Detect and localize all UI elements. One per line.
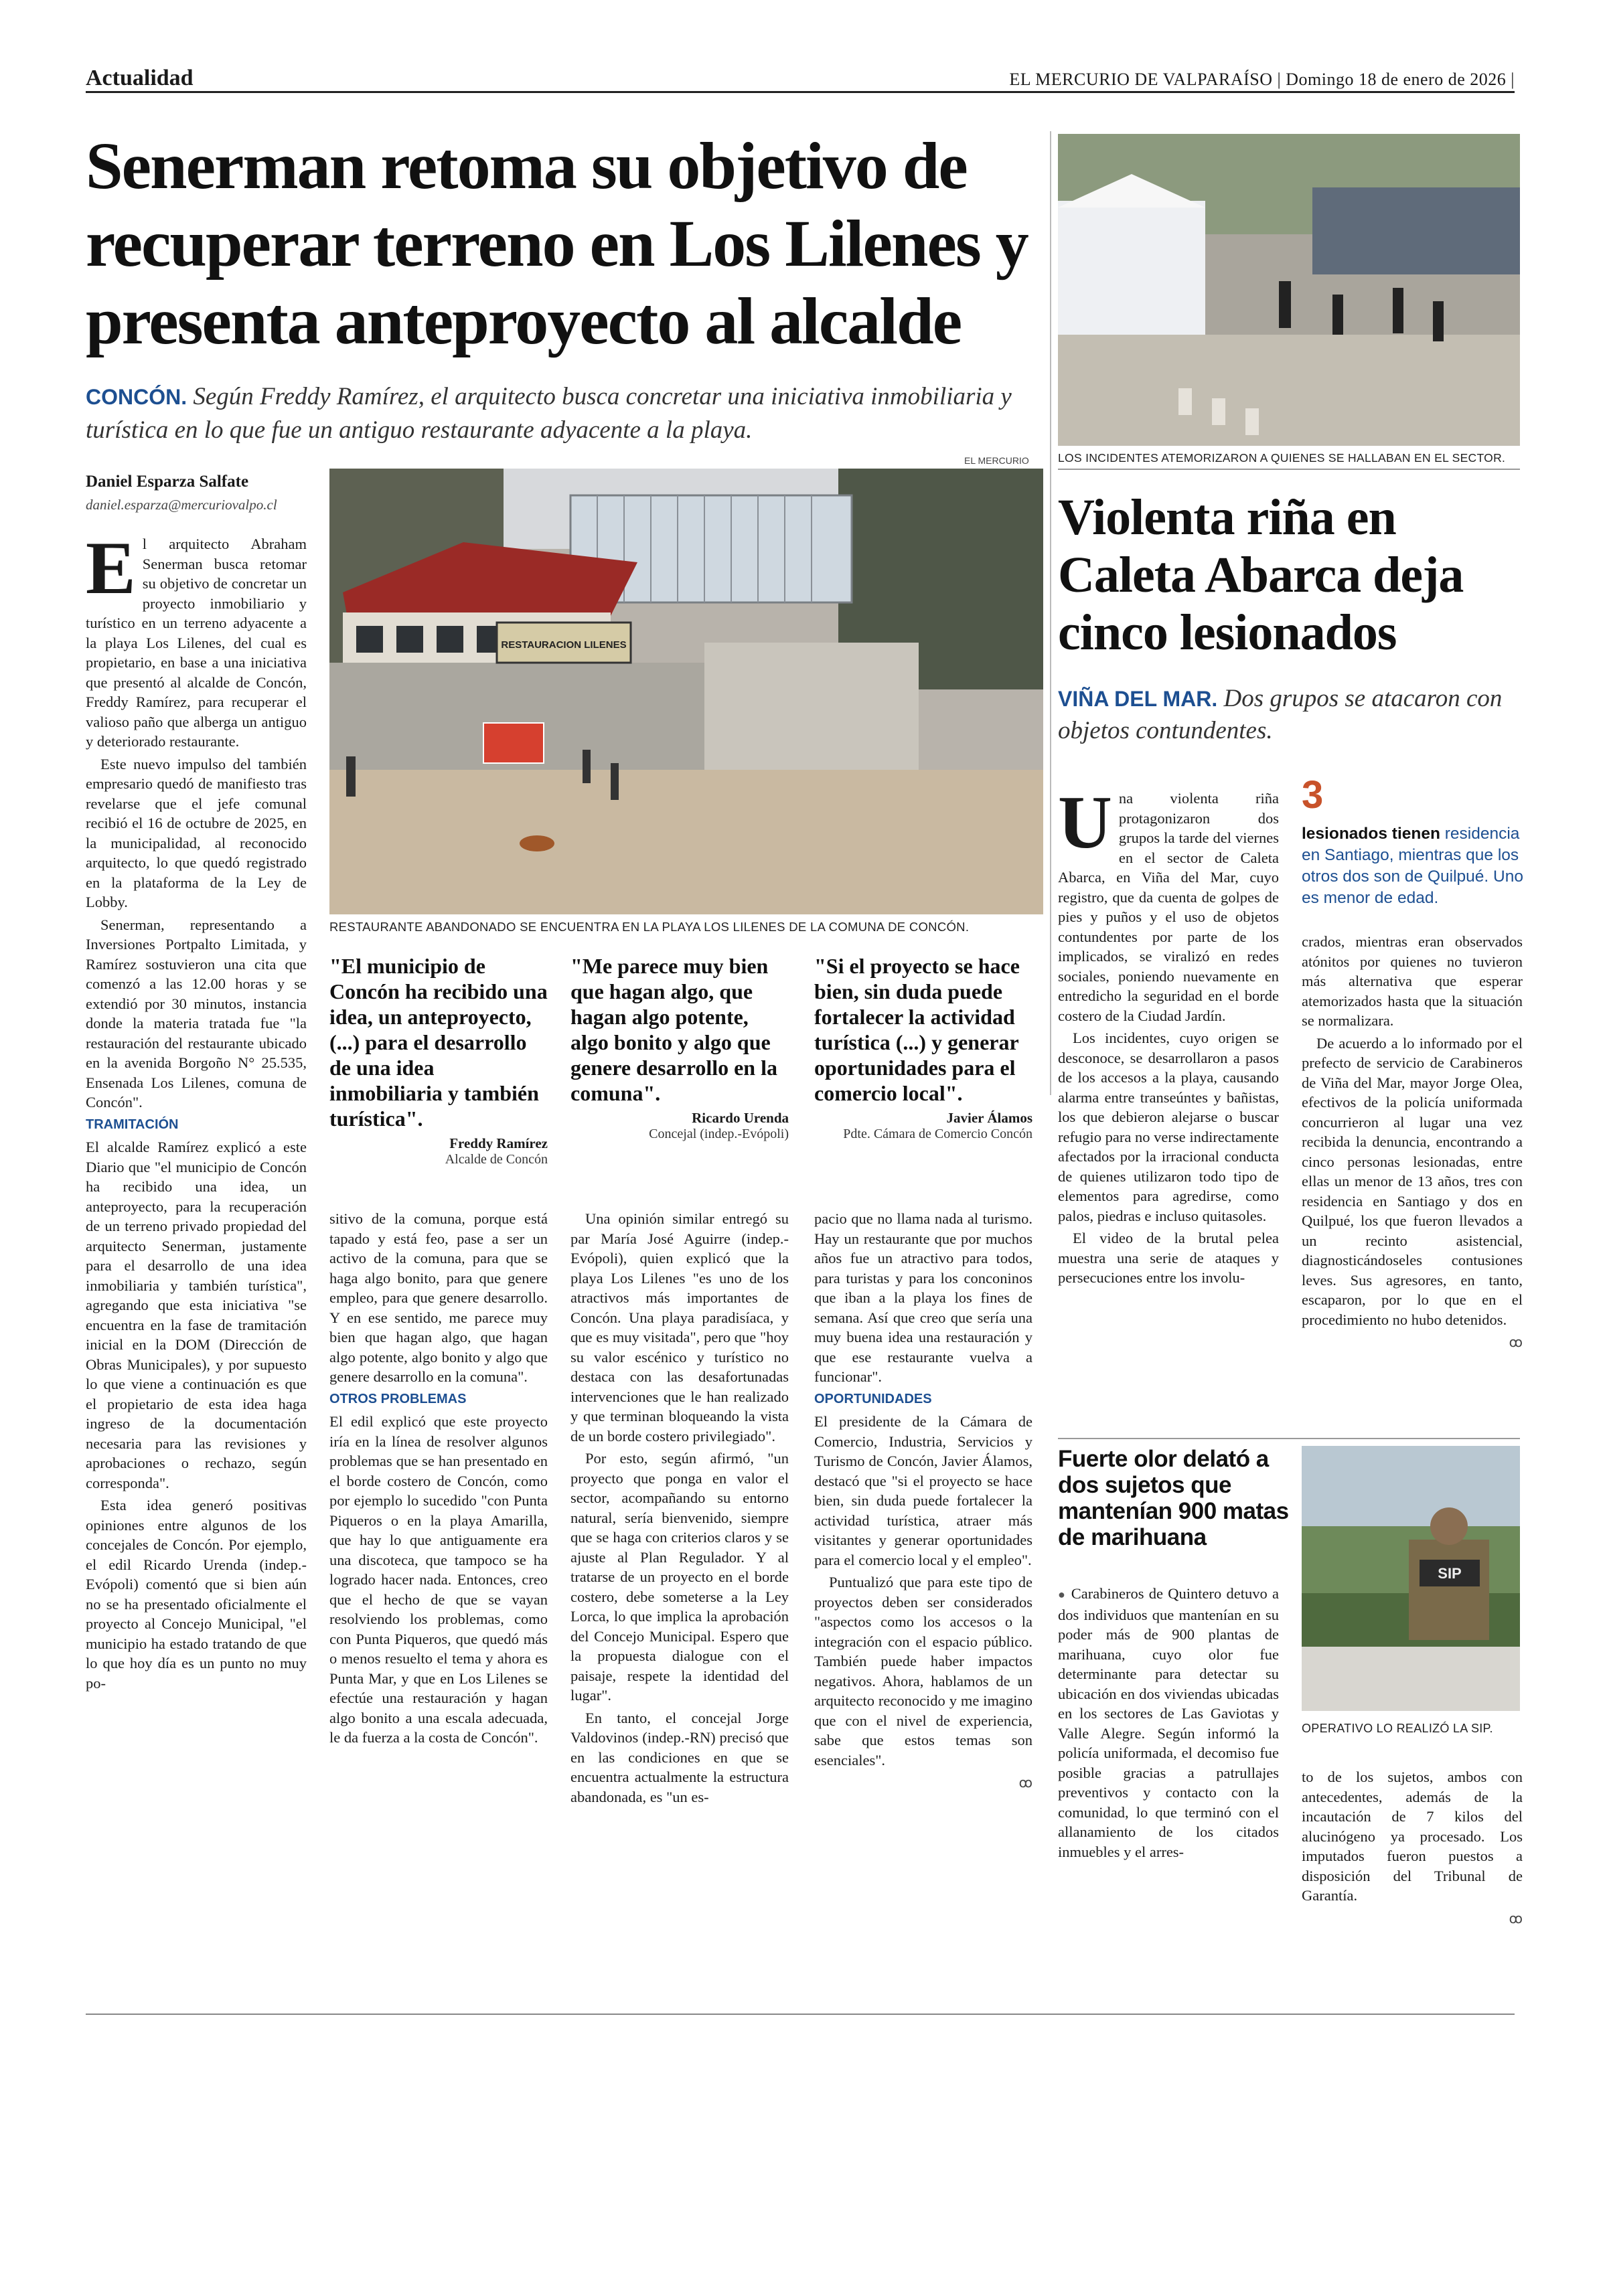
quote-1 (329, 953, 548, 1167)
main-photo (329, 469, 1043, 914)
paragraph: crados, mientras eran observados atónitos por quienes no tuvieron más alternativa que esperar atemorizados hasta que la situación se normalizara. (1302, 933, 1523, 1029)
brief-top-rule (1058, 1438, 1520, 1439)
quote-3 (814, 953, 1032, 1142)
side-col-2 (1302, 932, 1523, 1420)
quote-role: Concejal (indep.-Evópoli) (649, 1127, 789, 1141)
quote-role: Pdte. Cámara de Comercio Concón (843, 1127, 1032, 1141)
paragraph: Puntualizó que para este tipo de proyectos deben ser considerados "aspectos como los accesos o la integración con el espacio público. También puede haber impactos negativos. Ahora, hablamos de un arquitecto reconocido y me imagino que con el nivel de experiencia, sabe que estos temas son esenciales". (814, 1574, 1032, 1769)
lead-location: CONCÓN. (86, 385, 187, 409)
side-lead (1058, 683, 1527, 747)
quote-role: Alcalde de Concón (445, 1152, 548, 1167)
quote-text: "Si el proyecto se hace bien, sin duda puede fortalecer la actividad turística (...) y generar oportunidades para el comercio local". (814, 954, 1020, 1105)
subhead-oportunidades: OPORTUNIDADES (814, 1391, 932, 1406)
paragraph: De acuerdo a lo informado por el prefecto de servicio de Carabineros de Viña del Mar, mayor Jorge Olea, efectivos de la policía uniformada concurrieron al lugar una vez recibida la denuncia, encontrando a cinco personas lesionadas, entre ellas un menor de 13 años, tres con residencia en Santiago y dos en Quilpué, los que fueron llevados a un recinto asistencial, diagnosticándoseles contusiones leves. Sus agresores, en tanto, escaparon, por lo que en el procedimiento no hubo detenidos. (1302, 1034, 1523, 1328)
main-headline: Senerman retoma su objetivo de recuperar terreno en Los Lilenes y presenta anteproyecto al alcalde (86, 129, 1028, 358)
restaurant-sign: RESTAURACION LILENES (501, 639, 627, 651)
paragraph: Esta idea generó positivas opiniones entre algunos de los concejales de Concón. Por ejemplo, el edil Ricardo Urenda (indep.-Evópoli) comentó que si bien aún no se ha presentado oficialmente el proyecto al Concejo Municipal, "el municipio ha estado tratando de que lo que hoy día es un punto no muy po- (86, 1497, 307, 1692)
lead-text: Según Freddy Ramírez, el arquitecto busca concretar una iniciativa inmobiliaria y turística en lo que fue un antiguo restaurante adyacente a la playa. (86, 383, 1012, 444)
brief-headline: Fuerte olor delató a dos sujetos que mantenían 900 matas de marihuana (1058, 1446, 1289, 1550)
side-lead-location: VIÑA DEL MAR. (1058, 687, 1218, 711)
paragraph: Una opinión similar entregó su par María José Aguirre (indep.- Evópoli), quien explicó que la playa Los Lilenes "es uno de los atractivos más importantes de Concón. Una playa paradisíaca, y que es muy visitada", pero que "hoy su valor escénico y turístico no destaca con las desafortunadas intervenciones que le han realizado y que terminan bloqueando la vista de un borde costero privilegiado". (570, 1210, 789, 1445)
section-name: Actualidad (86, 66, 194, 90)
photo-credit: EL MERCURIO (964, 455, 1029, 466)
brawl-photo (1058, 134, 1520, 446)
main-lead (86, 380, 1037, 447)
side-headline: Violenta riña en Caleta Abarca deja cinco lesionados (1058, 489, 1464, 661)
brief-photo-caption: OPERATIVO LO REALIZÓ LA SIP. (1302, 1722, 1493, 1735)
paragraph: El alcalde Ramírez explicó a este Diario que "el municipio de Concón ha recibido una idea, un anteproyecto, para la recuperación de un terreno privado propiedad del arquitecto Senerman, justamente para el desarrollo de una idea inmobiliaria y también turística", agregando que esta iniciativa "se encuentra en la fase de tramitación inicial en la DOM (Dirección de Obras Municipales), y por supuesto lo que viene a continuación es que el propietario de esta idea haga ingreso de la documentación necesaria para las revisiones y aprobaciones o rechazo, según corresponda". (86, 1139, 307, 1491)
side-dropcap: U (1058, 781, 1112, 864)
column-divider (1050, 131, 1051, 1095)
side-col-1 (1058, 781, 1279, 1411)
main-col-2 (329, 1209, 548, 1898)
sip-officer-photo (1302, 1446, 1520, 1711)
main-col-4 (814, 1209, 1032, 1898)
paragraph: l arquitecto Abraham Senerman busca retomar su objetivo de concretar un proyecto inmobiliario y turístico en un terreno adyacente a la playa Los Lilenes, del cual es propietario, en base a una iniciativa que presentó al alcalde de Concón, Freddy Ramírez, para recuperar el valioso paño que alberga un antiguo y deteriorado restaurante. (86, 536, 307, 750)
end-mark-icon: ꝏ (1509, 1910, 1523, 1926)
main-col-1 (86, 527, 307, 1866)
stat-number: 3 (1302, 773, 1324, 817)
paragraph: El presidente de la Cámara de Comercio, Industria, Servicios y Turismo de Concón, Javier Álamos, destacó que "si el proyecto se hace bien, sin duda puede fortalecer la actividad turística, atraer más visitantes y generar oportunidades para el comercio local y el empleo". (814, 1413, 1032, 1568)
paragraph: sitivo de la comuna, porque está tapado y está feo, pase a ser un activo de la comuna, para que se haga algo bonito, para que genere empleo, para que genere desarrollo. Y en ese sentido, me parece muy bien que hagan algo, que hagan algo potente, algo bonito y algo que genere desarrollo en la comuna". (329, 1210, 548, 1385)
quote-2 (570, 953, 789, 1142)
brief-col-1 (1058, 1584, 1279, 1898)
masthead: EL MERCURIO DE VALPARAÍSO | Domingo 18 de enero de 2026 | (1009, 70, 1515, 89)
side-lead-text: Dos grupos se atacaron con objetos contundentes. (1058, 685, 1503, 744)
quote-text: "Me parece muy bien que hagan algo, que hagan algo potente, algo bonito y algo que genere desarrollo en la comuna". (570, 954, 777, 1105)
paragraph: En tanto, el concejal Jorge Valdovinos (indep.-RN) precisó que en las condiciones en que se encuentra actualmente la estructura abandonada, es "un es- (570, 1709, 789, 1805)
brief-col-2 (1302, 1767, 1523, 1926)
brief-photo (1302, 1446, 1520, 1711)
quote-name: Freddy Ramírez (449, 1135, 548, 1151)
side-photo-caption: LOS INCIDENTES ATEMORIZARON A QUIENES SE HALLABAN EN EL SECTOR. (1058, 451, 1506, 465)
quote-name: Javier Álamos (946, 1110, 1032, 1126)
main-dropcap: E (86, 527, 136, 610)
author-email: daniel.esparza@mercuriovalpo.cl (86, 497, 277, 513)
paragraph: Este nuevo impulso del también empresario quedó de manifiesto tras revelarse que el jefe comunal recibió el 16 de octubre de 2025, en la municipalidad, al reconocido arquitecto, lo que quedó registrado en la plataforma de la Ley de Lobby. (86, 755, 307, 910)
quote-name: Ricardo Urenda (692, 1110, 789, 1126)
subhead-otros-problemas: OTROS PROBLEMAS (329, 1391, 467, 1406)
paragraph: Por esto, según afirmó, "un proyecto que ponga en valor el sector, acompañando su entorno natural, sería bienvenido, siempre que se haga con criterios claros y se ajuste al Plan Regulador. Y al tratarse de un proyecto en el borde costero, debe someterse a la Ley Lorca, lo que implica la aprobación del Concejo Municipal. Espero que la propuesta dialogue con el paisaje, respete la identidad del lugar". (570, 1450, 789, 1704)
paragraph: Carabineros de Quintero detuvo a dos individuos que mantenían en su poder más de 900 plantas de marihuana, cuyo olor fue determinante para detectar su ubicación en dos viviendas ubicadas en los sectores de Las Gaviotas y Valle Alegre. Según informó la policía uniformada, el decomiso fue posible gracias a patrullajes preventivos y contacto con la comunidad, lo que terminó con el allanamiento de los citados inmuebles y el arres- (1058, 1585, 1279, 1860)
stat-text (1302, 823, 1527, 909)
stat-rest: residencia en Santiago, mientras que los otros dos son de Quilpué. Uno es menor de edad. (1302, 825, 1523, 907)
paragraph: na violenta riña protagonizaron dos grupos la tarde del viernes en el sector de Caleta Abarca, en Viña del Mar, cuyo registro, que da cuenta de golpes de pies y puños y el uso de objetos contundentes por parte de los implicados, se viralizó en redes sociales, poniendo nuevamente en entredicho la seguridad en el borde costero de la Ciudad Jardín. (1058, 790, 1279, 1024)
paragraph: El video de la brutal pelea muestra una serie de ataques y persecuciones entre los involu- (1058, 1230, 1279, 1286)
byline: Daniel Esparza Salfate (86, 473, 249, 491)
restaurant-photo (329, 469, 1043, 914)
bullet-icon: ● (1058, 1588, 1067, 1601)
end-mark-icon: ꝏ (1018, 1775, 1032, 1791)
paragraph: pacio que no llama nada al turismo. Hay un restaurante que por muchos años fue un atractivo para todos, para turistas y para los conconinos que iban a la playa los fines de semana. Así que creo que sería una muy buena idea una restauración y que ese restaurante vuelva a funcionar". (814, 1210, 1032, 1385)
header-rule (86, 91, 1515, 93)
paragraph: El edil explicó que este proyecto iría en la línea de resolver algunos problemas que se han presentado en el borde costero de Concón, como por ejemplo lo sucedido "con Punta Piqueros o en la playa Amarilla, que hay lo que antiguamente era una discoteca, que tampoco se ha logrado hacer nada. Entonces, creo que el hecho de que se vayan resolviendo los problemas, como con Punta Piqueros, que quedó más o menos resuelto el tema y ahora es Punta Mar, y que en Los Lilenes se efectúe una restauración y hagan algo bonito a una escala adecuada, le da fuerza a la costa de Concón". (329, 1413, 548, 1746)
end-mark-icon: ꝏ (1509, 1334, 1523, 1350)
side-photo (1058, 134, 1520, 446)
paragraph: to de los sujetos, ambos con antecedentes, además de la incautación de 7 kilos del alucinógeno ya procesado. Los imputados fueron puestos a disposición del Tribunal de Garantía. (1302, 1769, 1523, 1904)
side-caption-rule (1058, 469, 1520, 470)
footer-rule (86, 2014, 1515, 2015)
stat-bold: lesionados tienen (1302, 825, 1440, 843)
paragraph: Los incidentes, cuyo origen se desconoce, se desarrollaron a pasos de los accesos a la playa, causando alarma entre transeúntes y bañistas, los que debieron alejarse o buscar refugio para no verse indirectamente afectados por la irracional conducta de quienes utilizaron todo tipo de elementos para agredirse, como palos, piedras e incluso quitasoles. (1058, 1030, 1279, 1224)
subhead-tramitacion: TRAMITACIÓN (86, 1117, 179, 1132)
vest-text: SIP (1438, 1565, 1462, 1582)
main-col-3 (570, 1209, 789, 1898)
paragraph: Senerman, representando a Inversiones Portpalto Limitada, y Ramírez sostuvieron una cita que comenzó a las 12.00 horas y se extendió por 30 minutos, instancia donde la materia tratada fue "la restauración del restaurante ubicado en la avenida Borgoño N° 25.535, Ensenada Los Lilenes, comuna de Concón". (86, 916, 307, 1111)
quote-text: "El municipio de Concón ha recibido una idea, un anteproyecto, (...) para el desarrollo de una idea inmobiliaria y también turística". (329, 954, 548, 1131)
main-photo-caption: RESTAURANTE ABANDONADO SE ENCUENTRA EN LA PLAYA LOS LILENES DE LA COMUNA DE CONCÓN. (329, 920, 970, 934)
